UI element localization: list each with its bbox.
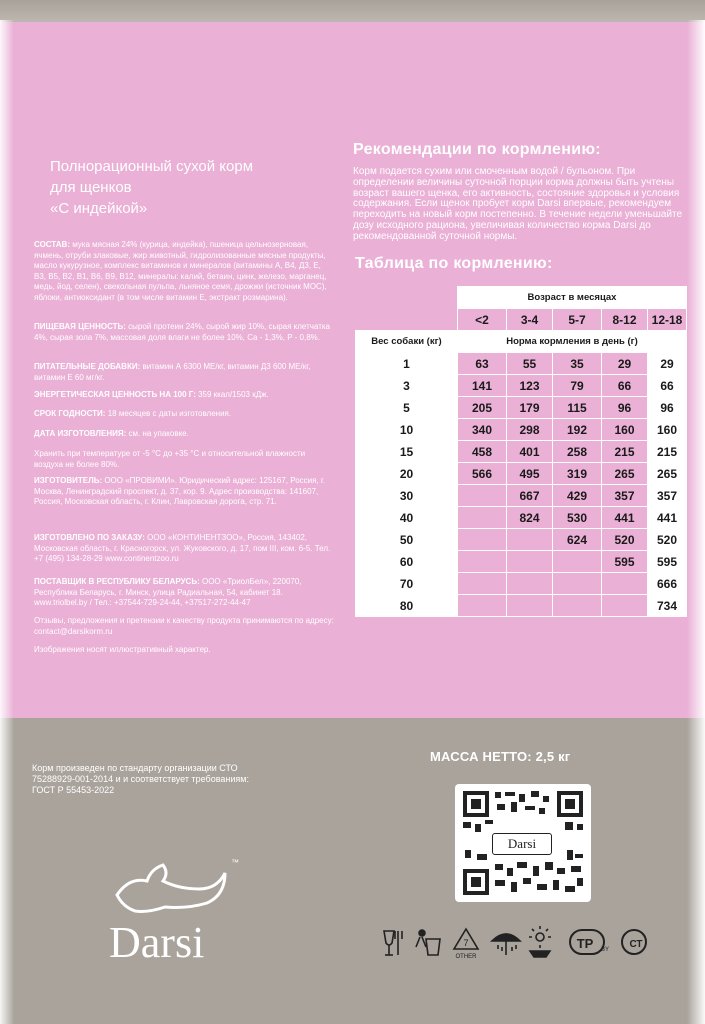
norm-cell: 123 [507, 375, 553, 397]
title-line-1: Полнорационный сухой корм [50, 158, 254, 175]
norm-cell [458, 529, 507, 551]
norm-cell: 458 [458, 441, 507, 463]
norm-cell: 79 [553, 375, 602, 397]
composition: СОСТАВ: мука мясная 24% (курица, индейка), пшеница цельнозерновая, ячмень, отруби злаковые, жир животный, гидролизованные мясные продукты, масло кукурузное, комплекс витаминов и минералов (витамины А, В4, Д3, Е, В3, В5, В2, В1, В6, В9, В12, минералы: калий, бетаин, цинк, железо, марганец, медь, йод, селен), свекольная пульпа, льняное семя, дрожжи (источник МОС), яблоки, антиоксидант (в том числе витамин Е, экстракт розмарина). [34, 240, 327, 302]
norm-cell [507, 529, 553, 551]
norm-cell: 55 [507, 353, 553, 375]
norm-cell: 357 [648, 485, 687, 507]
norm-cell: 495 [507, 463, 553, 485]
qr-brand-label: Darsi [492, 833, 552, 855]
weight-cell: 70 [356, 573, 458, 595]
norm-cell: 115 [553, 397, 602, 419]
tidy-man-icon [416, 930, 440, 955]
storage-conditions: Хранить при температуре от -5 °С до +35 °С и относительной влажности воздуха не более 80%. [34, 449, 306, 469]
title-line-3: «С индейкой» [50, 200, 148, 217]
recommendations-text: Корм подается сухим или смоченным водой / бульоном. При определении величины суточной порции корма должны быть учтены возраст вашего щенка, его активность, состояние здоровья и условия содержания. Если щенок пробует корм Darsi впервые, рекомендуем переходить на новый корм постепенно. В течение недели уменьшайте дозу исходного рациона, увеличивая количество корма Darsi до рекомендованной суточной нормы. [353, 166, 683, 242]
right-fold [687, 20, 705, 1024]
age-header: Возраст в месяцах [458, 287, 687, 309]
net-mass: МАССА НЕТТО: 2,5 кг [430, 749, 571, 764]
supplier: ПОСТАВЩИК В РЕСПУБЛИКУ БЕЛАРУСЬ: ООО «ТриолБел», 220070, Республика Беларусь, г. Минск, улица Радиальная, 54, кабинет 18. www.triolbel.by / Тел.: +37544-729-24-44, +37517-272-44-47 [34, 577, 302, 607]
table-row [356, 441, 687, 463]
recommendations-heading: Рекомендации по кормлению: [353, 141, 601, 158]
product-title [50, 156, 340, 219]
recycle-number: 7 [463, 938, 469, 948]
table-row [356, 507, 687, 529]
norm-cell: 520 [648, 529, 687, 551]
eac-text: TP [576, 936, 594, 951]
norm-cell: 357 [602, 485, 648, 507]
norm-cell: 29 [648, 353, 687, 375]
norm-cell [602, 595, 648, 617]
norm-header: Норма кормления в день (г) [458, 331, 687, 353]
norm-cell: 29 [602, 353, 648, 375]
norm-cell [553, 595, 602, 617]
norm-cell: 401 [507, 441, 553, 463]
manufacture-date: ДАТА ИЗГОТОВЛЕНИЯ: см. на упаковке. [34, 429, 189, 438]
nutrition: ПИЩЕВАЯ ЦЕННОСТЬ: сырой протеин 24%, сырой жир 10%, сырая клетчатка 4%, сырая зола 7%, массовая доля влаги не более 10%, Ca - 1,3%, P - 0,8%. [34, 322, 330, 342]
norm-cell: 35 [553, 353, 602, 375]
glass-fork-icon [384, 931, 402, 955]
umbrella-icon [492, 934, 520, 955]
age-cell: <2 [458, 309, 507, 331]
norm-cell: 265 [602, 463, 648, 485]
left-fold [0, 20, 14, 1024]
norm-cell: 429 [553, 485, 602, 507]
sun-protection-icon [529, 926, 551, 957]
certification-icons [380, 925, 690, 961]
norm-cell: 298 [507, 419, 553, 441]
norm-cell: 160 [602, 419, 648, 441]
norm-cell: 340 [458, 419, 507, 441]
norm-cell: 667 [507, 485, 553, 507]
eac-by-text: BY [600, 947, 610, 953]
recycle-other-label: OTHER [455, 954, 477, 960]
table-row [356, 353, 687, 375]
age-cell: 12-18 [648, 309, 687, 331]
norm-cell: 734 [648, 595, 687, 617]
norm-cell: 666 [648, 573, 687, 595]
additives: ПИТАТЕЛЬНЫЕ ДОБАВКИ: витамин А 6300 МЕ/кг, витамин Д3 600 МЕ/кг, витамин Е 60 мг/кг. [34, 362, 311, 382]
norm-cell [458, 573, 507, 595]
energy: ЭНЕРГЕТИЧЕСКАЯ ЦЕННОСТЬ НА 100 Г: 359 ккал/1503 кДж. [34, 390, 269, 399]
norm-cell [507, 551, 553, 573]
norm-cell: 566 [458, 463, 507, 485]
norm-cell: 595 [602, 551, 648, 573]
table-row [356, 529, 687, 551]
norm-cell: 96 [648, 397, 687, 419]
norm-cell: 205 [458, 397, 507, 419]
weight-cell: 40 [356, 507, 458, 529]
trademark: ™ [231, 858, 239, 867]
norm-cell: 530 [553, 507, 602, 529]
table-row [356, 375, 687, 397]
norm-cell [458, 551, 507, 573]
weight-header: Вес собаки (кг) [356, 331, 458, 353]
top-seal [0, 0, 705, 22]
norm-cell: 179 [507, 397, 553, 419]
weight-cell: 50 [356, 529, 458, 551]
norm-cell: 520 [602, 529, 648, 551]
weight-cell: 80 [356, 595, 458, 617]
age-cell: 3-4 [507, 309, 553, 331]
norm-cell [458, 595, 507, 617]
age-cell: 5-7 [553, 309, 602, 331]
table-row [356, 419, 687, 441]
weight-cell: 30 [356, 485, 458, 507]
age-cell: 8-12 [602, 309, 648, 331]
norm-cell: 215 [648, 441, 687, 463]
table-corner-2 [356, 309, 458, 331]
norm-cell [602, 573, 648, 595]
norm-cell: 160 [648, 419, 687, 441]
manufacturer: ИЗГОТОВИТЕЛЬ: ООО «ПРОВИМИ». Юридический адрес: 125167, Россия, г. Москва, Ленинградский проспект, д. 37, кор. 9. Адрес производства: 141607, Россия, Московская область, г. Клин, Лавровская дорога, стр. 71. [34, 476, 326, 506]
norm-cell [553, 573, 602, 595]
shelf-life: СРОК ГОДНОСТИ: 18 месяцев с даты изготовления. [34, 409, 232, 418]
table-corner [356, 287, 458, 309]
norm-cell: 441 [602, 507, 648, 529]
norm-cell [458, 507, 507, 529]
norm-cell: 441 [648, 507, 687, 529]
weight-cell: 10 [356, 419, 458, 441]
norm-cell [507, 595, 553, 617]
feeding-table-heading: Таблица по кормлению: [355, 255, 553, 272]
ordered-by: ИЗГОТОВЛЕНО ПО ЗАКАЗУ: ООО «КОНТИНЕНТЗОО», Россия, 143402, Московская область, г. Красногорск, ул. Жуковского, д. 17, пом III, ком. 6-5. Тел. +7 (495) 134-28-29 www.continentzoo.ru [34, 533, 331, 563]
weight-cell: 15 [356, 441, 458, 463]
norm-cell: 258 [553, 441, 602, 463]
weight-cell: 1 [356, 353, 458, 375]
norm-cell: 192 [553, 419, 602, 441]
standard-text: Корм произведен по стандарту организации СТО 75288929-001-2014 и и соответствует требованиям: ГОСТ Р 55453-2022 [32, 763, 249, 795]
norm-cell: 215 [602, 441, 648, 463]
feeding-table [355, 286, 687, 617]
table-row [356, 485, 687, 507]
norm-cell: 96 [602, 397, 648, 419]
feedback: Отзывы, предложения и претензии к качеству продукта принимаются по адресу: contact@darsikorm.ru [34, 616, 334, 636]
norm-cell: 595 [648, 551, 687, 573]
norm-cell: 66 [602, 375, 648, 397]
table-row [356, 595, 687, 617]
norm-cell: 141 [458, 375, 507, 397]
table-row [356, 463, 687, 485]
st-text: СТ [629, 939, 643, 950]
norm-cell: 66 [648, 375, 687, 397]
brand-name: Darsi [109, 918, 205, 965]
darsi-logo-icon [107, 855, 247, 965]
table-row [356, 551, 687, 573]
illustrative-note: Изображения носят иллюстративный характер. [34, 645, 211, 654]
norm-cell: 319 [553, 463, 602, 485]
weight-cell: 3 [356, 375, 458, 397]
table-row [356, 397, 687, 419]
norm-cell [507, 573, 553, 595]
title-line-2: для щенков [50, 179, 132, 196]
weight-cell: 60 [356, 551, 458, 573]
weight-cell: 5 [356, 397, 458, 419]
norm-cell [553, 551, 602, 573]
norm-cell: 624 [553, 529, 602, 551]
weight-cell: 20 [356, 463, 458, 485]
norm-cell: 63 [458, 353, 507, 375]
norm-cell: 265 [648, 463, 687, 485]
norm-cell [458, 485, 507, 507]
norm-cell: 824 [507, 507, 553, 529]
table-row [356, 573, 687, 595]
